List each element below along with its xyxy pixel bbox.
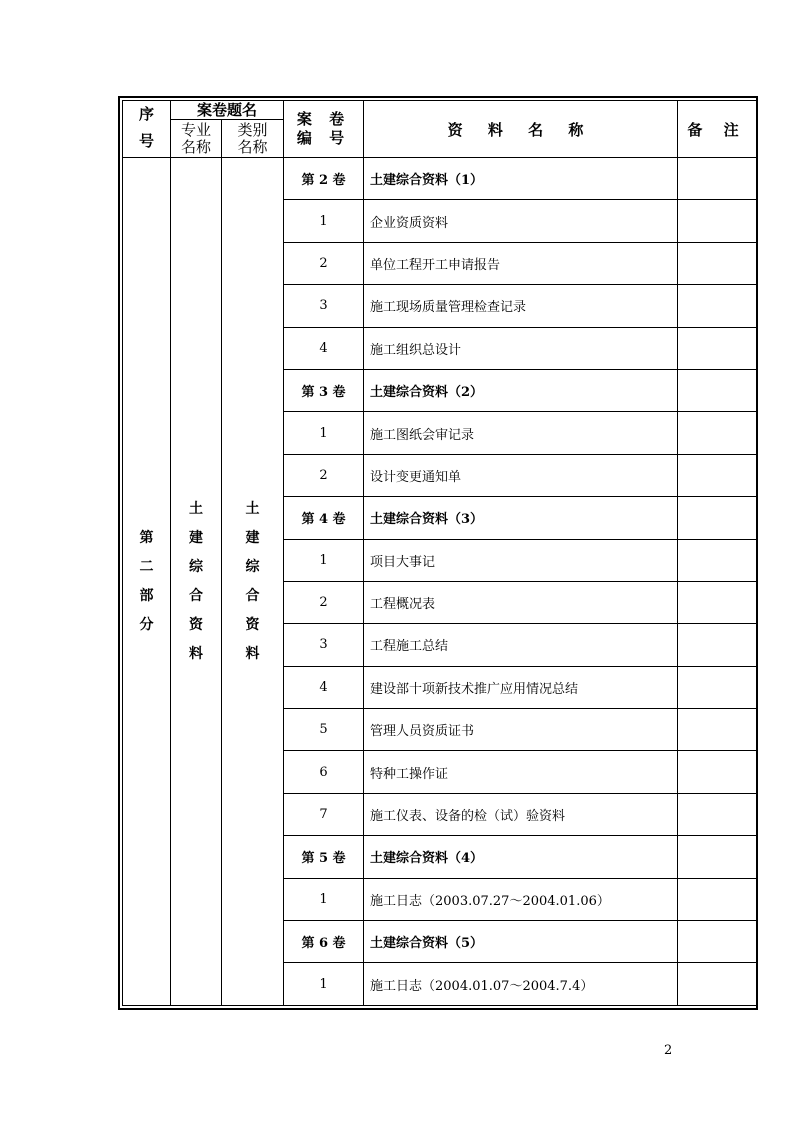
major-label bbox=[171, 158, 222, 1006]
section-label-char: 部 bbox=[139, 587, 154, 604]
header-category-line1: 类别 bbox=[237, 120, 268, 139]
volume-number: 第 4 卷 bbox=[284, 497, 364, 539]
volume-title: 土建综合资料（1） bbox=[364, 158, 678, 200]
remarks-cell bbox=[678, 581, 757, 623]
major-label-char: 合 bbox=[189, 587, 203, 604]
volume-title: 土建综合资料（5） bbox=[364, 921, 678, 963]
item-number: 1 bbox=[284, 200, 364, 242]
section-label-char: 分 bbox=[139, 616, 154, 633]
volume-row bbox=[123, 158, 757, 200]
item-title: 单位工程开工申请报告 bbox=[364, 242, 678, 284]
category-label-char: 料 bbox=[245, 645, 260, 662]
item-number: 6 bbox=[284, 751, 364, 793]
major-label-char: 料 bbox=[189, 645, 203, 662]
header-row-top bbox=[123, 101, 757, 120]
remarks-cell bbox=[678, 497, 757, 539]
item-number: 1 bbox=[284, 539, 364, 581]
item-title: 工程概况表 bbox=[364, 581, 678, 623]
item-number: 1 bbox=[284, 963, 364, 1006]
remarks-cell bbox=[678, 666, 757, 708]
item-number: 2 bbox=[284, 454, 364, 496]
header-xu-top: 序 bbox=[138, 105, 154, 123]
item-number: 4 bbox=[284, 666, 364, 708]
remarks-cell bbox=[678, 624, 757, 666]
archive-catalog-table bbox=[122, 100, 757, 1006]
section-label-char: 二 bbox=[139, 558, 154, 575]
item-title: 施工组织总设计 bbox=[364, 327, 678, 369]
volume-title: 土建综合资料（2） bbox=[364, 369, 678, 411]
item-number: 1 bbox=[284, 878, 364, 920]
remarks-cell bbox=[678, 200, 757, 242]
item-number: 2 bbox=[284, 581, 364, 623]
item-title: 施工日志（2004.01.07～2004.7.4） bbox=[364, 963, 678, 1006]
remarks-cell bbox=[678, 412, 757, 454]
header-xu bbox=[123, 101, 171, 158]
header-major-line1: 专业 bbox=[180, 120, 211, 139]
item-title: 企业资质资料 bbox=[364, 200, 678, 242]
item-number: 1 bbox=[284, 412, 364, 454]
section-label-char: 第 bbox=[139, 529, 154, 546]
volume-number: 第 5 卷 bbox=[284, 836, 364, 878]
header-doc-name: 资 料 名 称 bbox=[364, 101, 678, 158]
item-title: 管理人员资质证书 bbox=[364, 709, 678, 751]
remarks-cell bbox=[678, 709, 757, 751]
header-juan-line2: 编 号 bbox=[296, 129, 351, 147]
page-number: 2 bbox=[664, 1043, 673, 1058]
category-label-char: 资 bbox=[245, 616, 260, 633]
header-category-line2: 名称 bbox=[237, 137, 268, 156]
category-label-char: 合 bbox=[245, 587, 260, 604]
remarks-cell bbox=[678, 793, 757, 835]
major-label-char: 资 bbox=[189, 616, 203, 633]
volume-number: 第 6 卷 bbox=[284, 921, 364, 963]
item-number: 7 bbox=[284, 793, 364, 835]
header-category bbox=[222, 120, 284, 158]
item-title: 施工图纸会审记录 bbox=[364, 412, 678, 454]
remarks-cell bbox=[678, 369, 757, 411]
item-title: 项目大事记 bbox=[364, 539, 678, 581]
item-title: 建设部十项新技术推广应用情况总结 bbox=[364, 666, 678, 708]
header-juan-line1: 案 卷 bbox=[296, 110, 351, 128]
major-label-char: 建 bbox=[189, 529, 203, 546]
header-group-title: 案卷题名 bbox=[171, 101, 284, 120]
major-label-char: 综 bbox=[189, 558, 203, 575]
remarks-cell bbox=[678, 539, 757, 581]
header-major bbox=[171, 120, 222, 158]
item-number: 3 bbox=[284, 624, 364, 666]
item-title: 特种工操作证 bbox=[364, 751, 678, 793]
item-title: 施工日志（2003.07.27～2004.01.06） bbox=[364, 878, 678, 920]
item-title: 施工现场质量管理检查记录 bbox=[364, 285, 678, 327]
remarks-cell bbox=[678, 242, 757, 284]
item-title: 施工仪表、设备的检（试）验资料 bbox=[364, 793, 678, 835]
remarks-cell bbox=[678, 878, 757, 920]
item-number: 2 bbox=[284, 242, 364, 284]
category-label-char: 土 bbox=[245, 500, 260, 517]
header-remarks: 备 注 bbox=[678, 101, 757, 158]
remarks-cell bbox=[678, 963, 757, 1006]
remarks-cell bbox=[678, 327, 757, 369]
remarks-cell bbox=[678, 285, 757, 327]
section-label bbox=[123, 158, 171, 1006]
volume-title: 土建综合资料（3） bbox=[364, 497, 678, 539]
header-juan-number bbox=[284, 101, 364, 158]
item-title: 设计变更通知单 bbox=[364, 454, 678, 496]
remarks-cell bbox=[678, 454, 757, 496]
category-label-char: 建 bbox=[245, 529, 260, 546]
item-number: 3 bbox=[284, 285, 364, 327]
volume-number: 第 2 卷 bbox=[284, 158, 364, 200]
remarks-cell bbox=[678, 836, 757, 878]
volume-title: 土建综合资料（4） bbox=[364, 836, 678, 878]
item-title: 工程施工总结 bbox=[364, 624, 678, 666]
major-label-char: 土 bbox=[189, 500, 203, 517]
archive-catalog-frame bbox=[118, 96, 758, 1010]
category-label bbox=[222, 158, 284, 1006]
remarks-cell bbox=[678, 751, 757, 793]
header-major-line2: 名称 bbox=[180, 137, 211, 156]
remarks-cell bbox=[678, 158, 757, 200]
header-xu-bottom: 号 bbox=[138, 132, 154, 150]
category-label-char: 综 bbox=[245, 558, 260, 575]
item-number: 4 bbox=[284, 327, 364, 369]
remarks-cell bbox=[678, 921, 757, 963]
volume-number: 第 3 卷 bbox=[284, 369, 364, 411]
item-number: 5 bbox=[284, 709, 364, 751]
